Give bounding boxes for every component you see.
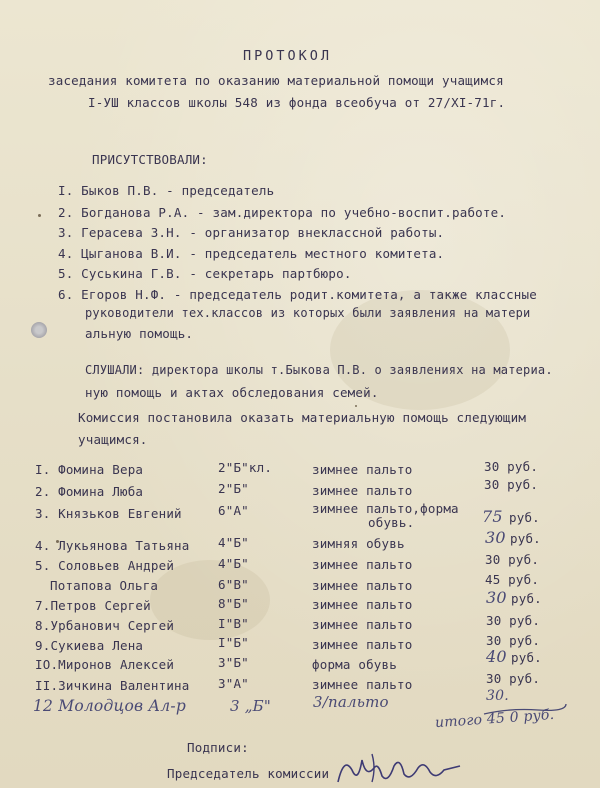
decision-line-1: Комиссия постановила оказать материальную помощь следующим <box>78 410 527 425</box>
punch-hole <box>31 322 47 338</box>
handwritten-row-amount: 30. <box>486 688 509 704</box>
handwritten-row-class: 3 „Б" <box>230 697 272 715</box>
aid-row-amount-unit: руб. <box>511 650 542 665</box>
aid-row-item: зимнее пальто <box>312 677 413 692</box>
present-item: 6. Егоров Н.Ф. - председатель родит.комитета, а также классные <box>58 287 537 302</box>
aid-row-name: 9.Сукиева Лена <box>35 638 144 653</box>
handwritten-row-name: 12 Молодцов Ал-р <box>33 697 186 715</box>
aid-row-amount: 30 руб. <box>484 477 539 492</box>
document-title: ПРОТОКОЛ <box>243 48 333 64</box>
aid-row-item: зимняя обувь <box>312 536 405 551</box>
aid-row-item: зимнее пальто <box>312 462 413 477</box>
aid-row-name: 8.Урбанович Сергей <box>35 618 175 633</box>
aid-row-item: зимнее пальто,форма <box>312 501 459 516</box>
aid-row-amount-unit: руб. <box>510 531 541 546</box>
aid-row-item: зимнее пальто <box>312 637 413 652</box>
aid-row-item: зимнее пальто <box>312 483 413 498</box>
aid-row-class: 6"А" <box>218 503 249 518</box>
aid-row-name: IO.Миронов Алексей <box>35 657 175 672</box>
present-item: 5. Суськина Г.В. - секретарь партбюро. <box>58 266 352 281</box>
aid-row-name: 7.Петров Сергей <box>35 598 151 613</box>
aid-row-name: I. Фомина Вера <box>35 462 144 477</box>
aid-row-item: форма обувь <box>312 657 397 672</box>
speck <box>38 214 41 217</box>
present-item-continued: руководители тех.классов из которых были заявления на матери <box>85 306 531 320</box>
aid-row-amount-handwritten: 75 <box>482 507 503 526</box>
present-item: I. Быков П.В. - председатель <box>58 183 275 198</box>
decision-line-2: учащимся. <box>78 432 148 447</box>
signatures-heading: Подписи: <box>187 740 249 755</box>
aid-row-name: 5. Соловьев Андрей <box>35 558 175 573</box>
aid-row-amount: 45 руб. <box>485 572 540 587</box>
aid-row-name: 3. Князьков Евгений <box>35 506 182 521</box>
aid-row-amount-unit: руб. <box>511 591 542 606</box>
aid-row-name: 4. Лукьянова Татьяна <box>35 538 190 553</box>
heard-line-1: СЛУШАЛИ: директора школы т.Быкова П.В. о заявлениях на материа. <box>85 363 553 377</box>
aid-row-amount-unit: руб. <box>509 510 540 525</box>
aid-row-class: 3"Б" <box>218 655 249 670</box>
present-item: 2. Богданова Р.А. - зам.директора по учебно-воспит.работе. <box>58 205 507 220</box>
present-item: 4. Цыганова В.И. - председатель местного комитета. <box>58 246 445 261</box>
aid-row-class: 4"Б" <box>218 556 249 571</box>
aid-row-class: 2"Б" <box>218 481 249 496</box>
chair-signature-icon <box>332 748 472 788</box>
present-heading: ПРИСУТСТВОВАЛИ: <box>92 152 208 167</box>
aid-row-amount-handwritten: 40 <box>486 647 507 666</box>
handwritten-row-item: 3/пальто <box>313 693 389 711</box>
present-item-continued: альную помощь. <box>85 326 194 341</box>
header-line-1: заседания комитета по оказанию материальной помощи учащимся <box>48 73 504 88</box>
aid-row-item: зимнее пальто <box>312 578 413 593</box>
aid-row-class: 8"Б" <box>218 596 249 611</box>
aid-row-item: зимнее пальто <box>312 557 413 572</box>
heard-line-2: ную помощь и актах обследования семей. <box>85 385 379 400</box>
aid-row-class: I"В" <box>218 616 249 631</box>
aid-row-amount: 30 руб. <box>486 613 541 628</box>
aid-row-class: 3"А" <box>218 676 249 691</box>
aid-row-item: зимнее пальто <box>312 597 413 612</box>
aid-row-amount: 30 руб. <box>486 633 541 648</box>
speck <box>355 405 357 407</box>
aid-row-class: 4"Б" <box>218 535 249 550</box>
aid-row-name: II.Зичкина Валентина <box>35 678 190 693</box>
handwritten-total: итого 45 0 руб. <box>434 706 555 732</box>
aid-row-amount: 30 руб. <box>484 459 539 474</box>
aid-row-amount: 30 руб. <box>486 671 541 686</box>
header-line-2: I-УШ классов школы 548 из фонда всеобуча от 27/XI-71г. <box>88 95 506 110</box>
aid-row-class: 2"Б"кл. <box>218 460 273 475</box>
aid-row-name: 2. Фомина Люба <box>35 484 144 499</box>
aid-row-amount: 30 руб. <box>485 552 540 567</box>
present-item: 3. Герасева З.Н. - организатор внеклассной работы. <box>58 225 445 240</box>
aid-row-class: I"Б" <box>218 635 249 650</box>
aid-row-amount-handwritten: 30 <box>485 528 506 547</box>
aid-row-item-cont: обувь. <box>368 515 415 530</box>
chair-label: Председатель комиссии <box>167 766 330 781</box>
aid-row-class: 6"В" <box>218 577 249 592</box>
aid-row-item: зимнее пальто <box>312 617 413 632</box>
aid-row-amount-handwritten: 30 <box>486 588 507 607</box>
aid-row-name: Потапова Ольга <box>50 578 159 593</box>
